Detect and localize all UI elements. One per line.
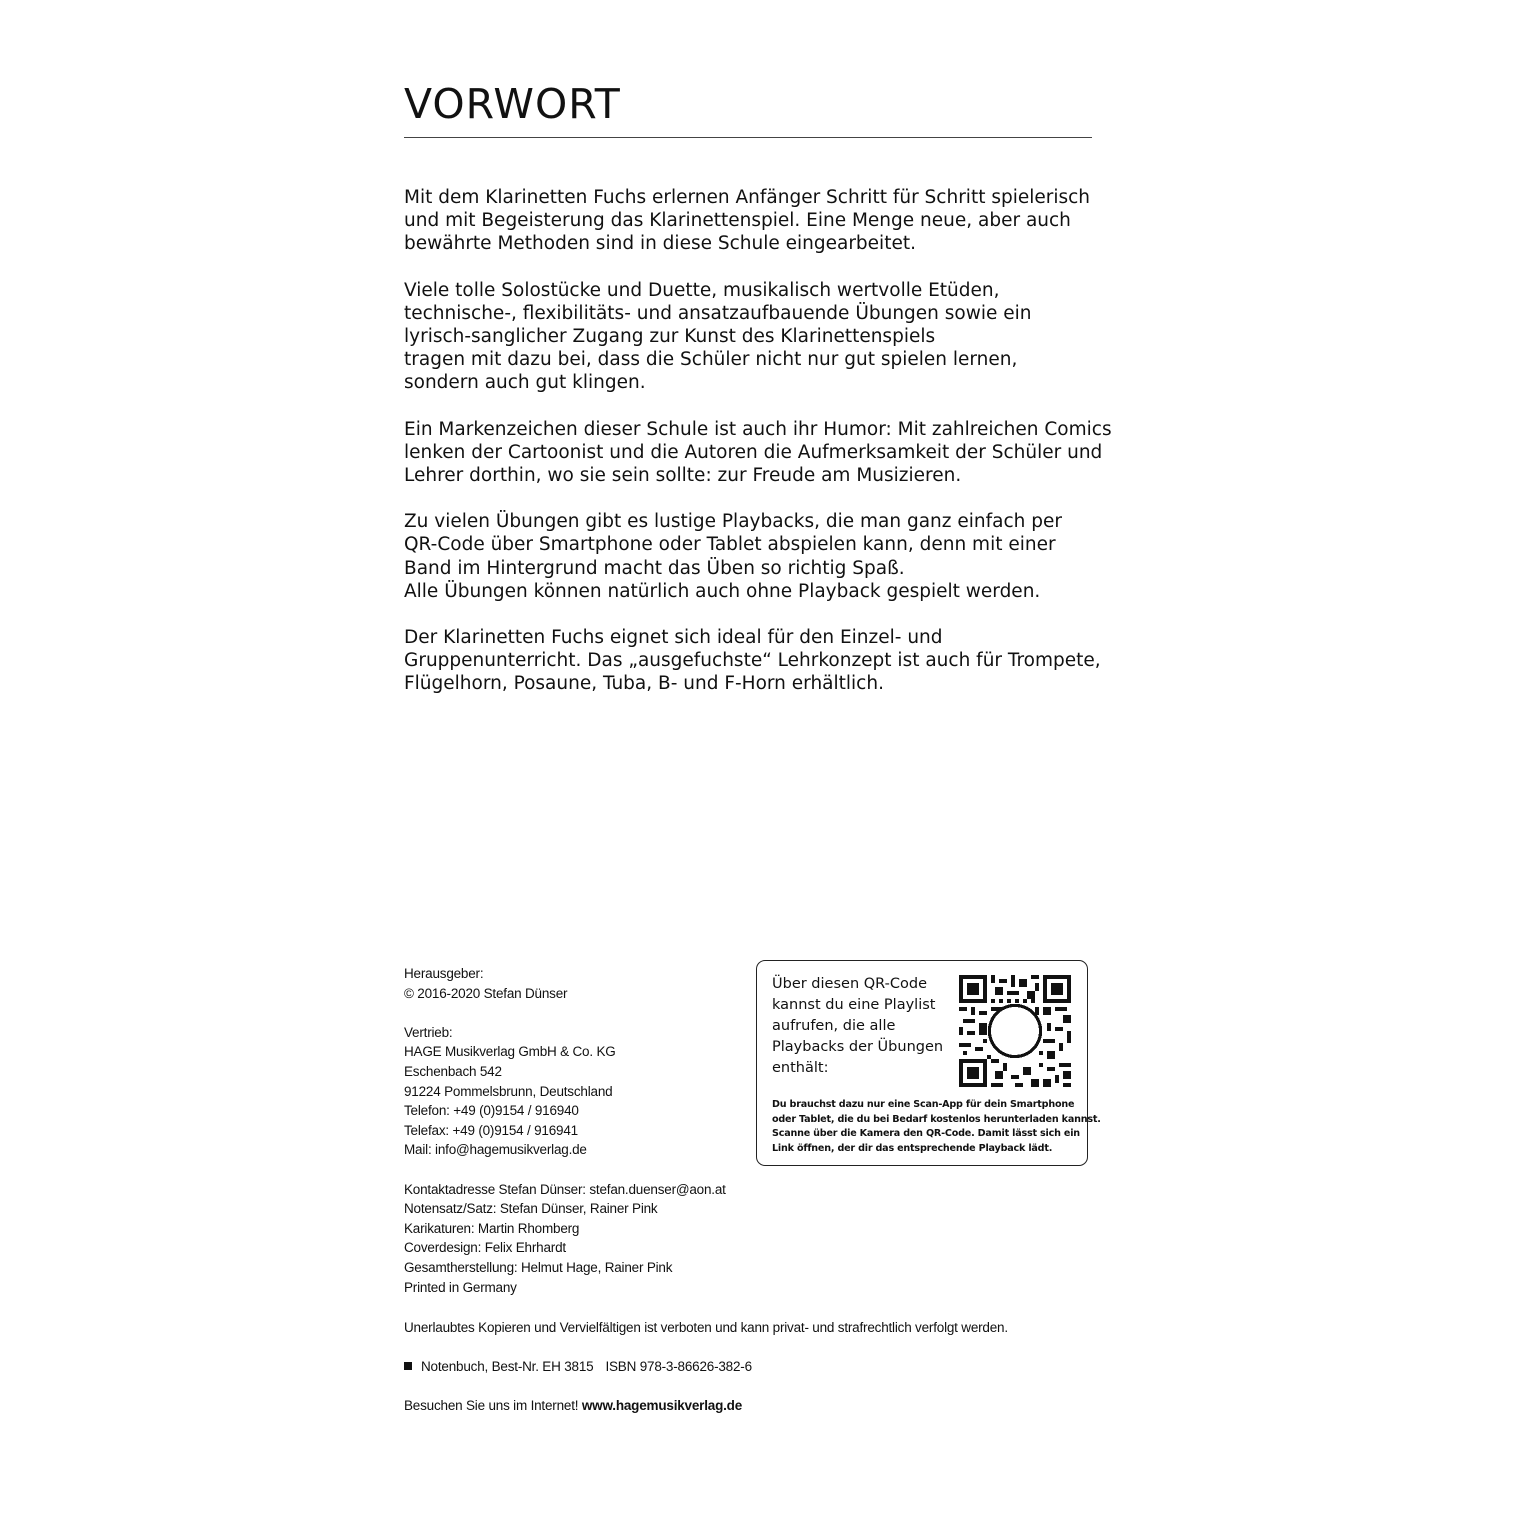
foreword-text bbox=[404, 186, 1112, 719]
isbn: ISBN 978-3-86626-382-6 bbox=[605, 1359, 752, 1374]
text-line: lyrisch-sanglicher Zugang zur Kunst des Klarinettenspiels bbox=[404, 326, 936, 348]
contact-address: Kontaktadresse Stefan Dünser: stefan.duenser@aon.at bbox=[404, 1181, 726, 1197]
text-line: Zu vielen Übungen gibt es lustige Playbacks, die man ganz einfach per bbox=[404, 511, 1062, 533]
page-title: VORWORT bbox=[404, 80, 621, 128]
qr-info-box bbox=[756, 960, 1101, 1166]
text-line: tragen mit dazu bei, dass die Schüler nicht nur gut spielen lernen, bbox=[404, 349, 1018, 371]
text-line: Gruppenunterricht. Das „ausgefuchste“ Lehrkonzept ist auch für Trompete, bbox=[404, 650, 1101, 672]
publisher-label: Herausgeber: bbox=[404, 966, 484, 981]
website-link[interactable]: www.hagemusikverlag.de bbox=[581, 1398, 743, 1413]
caricatures: Karikaturen: Martin Rhomberg bbox=[404, 1220, 580, 1236]
qr-description bbox=[772, 974, 947, 1079]
distribution-block bbox=[404, 1023, 804, 1160]
paragraph-1 bbox=[404, 186, 1094, 256]
qr-text-line: enthält: bbox=[772, 1060, 829, 1076]
publisher-block bbox=[404, 964, 804, 1003]
square-bullet-icon bbox=[404, 1362, 412, 1370]
text-line: QR-Code über Smartphone oder Tablet abspielen kann, denn mit einer bbox=[404, 534, 1056, 556]
cover-design: Coverdesign: Felix Ehrhardt bbox=[404, 1240, 566, 1256]
paragraph-2 bbox=[404, 279, 1094, 395]
email: Mail: info@hagemusikverlag.de bbox=[404, 1142, 587, 1158]
text-line: Viele tolle Solostücke und Duette, musikalisch wertvolle Etüden, bbox=[404, 279, 1000, 301]
visit-text: Besuchen Sie uns im Internet! bbox=[404, 1398, 579, 1413]
text-line: technische-, flexibilitäts- und ansatzaufbauende Übungen sowie ein bbox=[404, 302, 1032, 324]
text-line: sondern auch gut klingen. bbox=[404, 372, 646, 394]
qr-text-line: Playbacks der Übungen bbox=[772, 1039, 944, 1055]
paragraph-3 bbox=[404, 418, 1112, 488]
street: Eschenbach 542 bbox=[404, 1063, 502, 1079]
phone: Telefon: +49 (0)9154 / 916940 bbox=[404, 1103, 579, 1119]
printed-in: Printed in Germany bbox=[404, 1279, 517, 1295]
typesetting: Notensatz/Satz: Stefan Dünser, Rainer Pink bbox=[404, 1201, 658, 1217]
qr-instructions bbox=[772, 1098, 1101, 1156]
credits-block bbox=[404, 1180, 804, 1298]
qr-note-line: oder Tablet, die du bei Bedarf kostenlos herunterladen kannst. bbox=[772, 1113, 1101, 1125]
text-line: Alle Übungen können natürlich auch ohne Playback gespielt werden. bbox=[404, 580, 1041, 602]
distribution-label: Vertrieb: bbox=[404, 1024, 453, 1040]
website-line bbox=[404, 1396, 742, 1416]
page bbox=[404, 0, 1112, 1520]
qr-note-line: Link öffnen, der dir das entsprechende Playback lädt. bbox=[772, 1142, 1053, 1154]
imprint bbox=[404, 964, 804, 1317]
qr-text-line: aufrufen, die alle bbox=[772, 1018, 896, 1034]
production: Gesamtherstellung: Helmut Hage, Rainer Pink bbox=[404, 1259, 673, 1275]
text-line: Der Klarinetten Fuchs eignet sich ideal für den Einzel- und bbox=[404, 627, 943, 649]
text-line: Band im Hintergrund macht das Üben so richtig Spaß. bbox=[404, 557, 905, 579]
text-line: Ein Markenzeichen dieser Schule ist auch ihr Humor: Mit zahlreichen Comics bbox=[404, 418, 1112, 440]
text-line: lenken der Cartoonist und die Autoren die Aufmerksamkeit der Schüler und bbox=[404, 441, 1103, 463]
text-line: Mit dem Klarinetten Fuchs erlernen Anfänger Schritt für Schritt spielerisch bbox=[404, 187, 1091, 208]
order-number: Notenbuch, Best-Nr. EH 3815 bbox=[421, 1359, 594, 1374]
qr-text-line: kannst du eine Playlist bbox=[772, 997, 936, 1013]
company-name: HAGE Musikverlag GmbH & Co. KG bbox=[404, 1044, 616, 1060]
paragraph-5 bbox=[404, 626, 1101, 696]
qr-code-icon[interactable] bbox=[959, 975, 1071, 1087]
fax: Telefax: +49 (0)9154 / 916941 bbox=[404, 1122, 578, 1138]
copyright: © 2016-2020 Stefan Dünser bbox=[404, 985, 568, 1001]
text-line: Lehrer dorthin, wo sie sein sollte: zur Freude am Musizieren. bbox=[404, 465, 962, 487]
qr-note-line: Du brauchst dazu nur eine Scan-App für dein Smartphone bbox=[772, 1099, 1075, 1110]
qr-note-line: Scanne über die Kamera den QR-Code. Damit lässt sich ein bbox=[772, 1128, 1080, 1139]
text-line: bewährte Methoden sind in diese Schule eingearbeitet. bbox=[404, 233, 916, 255]
order-info bbox=[404, 1357, 752, 1377]
copyright-notice: Unerlaubtes Kopieren und Vervielfältigen ist verboten und kann privat- und strafrechtlich verfolgt werden. bbox=[404, 1320, 1008, 1335]
city: 91224 Pommelsbrunn, Deutschland bbox=[404, 1083, 613, 1099]
qr-text-line: Über diesen QR-Code bbox=[772, 976, 927, 992]
text-line: und mit Begeisterung das Klarinettenspiel. Eine Menge neue, aber auch bbox=[404, 210, 1071, 232]
paragraph-4 bbox=[404, 510, 1094, 603]
title-rule bbox=[404, 137, 1092, 138]
text-line: Flügelhorn, Posaune, Tuba, B- und F-Horn erhältlich. bbox=[404, 673, 884, 695]
